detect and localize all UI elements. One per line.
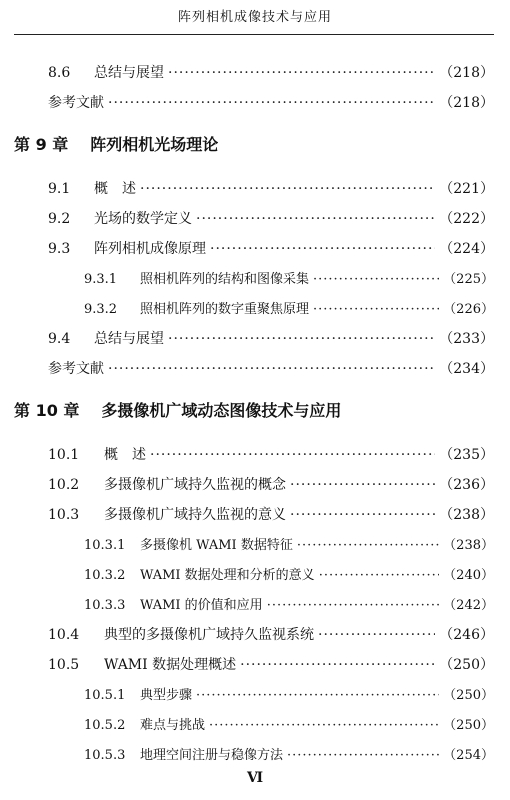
- page-number: （250）: [443, 688, 494, 703]
- page-number: （246）: [439, 627, 494, 643]
- subsection-title: 照相机阵列的结构和图像采集: [140, 272, 310, 287]
- dot-leader: [267, 598, 439, 613]
- subsection-number: 10.3.1: [84, 538, 126, 553]
- section-number: 10.1: [48, 447, 80, 463]
- page-number: （222）: [439, 211, 494, 227]
- subsection-title: 难点与挑战: [140, 718, 206, 733]
- dot-leader: [210, 241, 435, 257]
- section-number: 9.1: [48, 181, 71, 197]
- section-title: 参考文献: [48, 95, 104, 111]
- page-number: （234）: [439, 361, 494, 377]
- page-number: （250）: [439, 657, 494, 673]
- toc-entry[interactable]: [48, 92, 494, 112]
- dot-leader: [168, 331, 435, 347]
- section-title: 总结与展望: [94, 65, 164, 81]
- subsection-number: 10.5.1: [84, 688, 126, 703]
- page-number: （225）: [443, 272, 494, 287]
- toc-entry[interactable]: [48, 62, 494, 82]
- page-number: （226）: [443, 302, 494, 317]
- section-title: 概 述: [104, 447, 146, 463]
- section-number: 9.2: [48, 211, 71, 227]
- toc-entry[interactable]: [48, 654, 494, 674]
- chapter-heading[interactable]: [14, 132, 218, 155]
- page-number: （238）: [443, 538, 494, 553]
- dot-leader: [209, 718, 439, 733]
- dot-leader: [319, 568, 439, 583]
- section-title: 多摄像机广域持久监视的意义: [104, 507, 286, 523]
- toc-subentry[interactable]: [84, 534, 494, 553]
- subsection-number: 10.5.2: [84, 718, 126, 733]
- toc-subentry[interactable]: [84, 684, 494, 703]
- section-number: 9.3: [48, 241, 71, 257]
- dot-leader: [168, 65, 435, 81]
- section-number: 10.3: [48, 507, 80, 523]
- subsection-number: 10.3.2: [84, 568, 126, 583]
- dot-leader: [108, 95, 435, 111]
- dot-leader: [290, 507, 435, 523]
- toc-subentry[interactable]: [84, 714, 494, 733]
- toc-subentry[interactable]: [84, 594, 494, 613]
- subsection-number: 10.5.3: [84, 748, 126, 763]
- toc-entry[interactable]: [48, 238, 494, 258]
- subsection-title: 地理空间注册与稳像方法: [140, 748, 284, 763]
- page-footer-numeral: Ⅵ: [246, 770, 264, 786]
- toc-entry[interactable]: [48, 328, 494, 348]
- section-number: 10.2: [48, 477, 80, 493]
- section-number: 9.4: [48, 331, 71, 347]
- section-title: 典型的多摄像机广域持久监视系统: [104, 627, 314, 643]
- dot-leader: [290, 477, 435, 493]
- dot-leader: [196, 211, 435, 227]
- running-header: 阵列相机成像技术与应用: [177, 10, 332, 25]
- toc-subentry[interactable]: [84, 268, 494, 287]
- chapter-number: 第 10 章: [14, 401, 80, 420]
- toc-subentry[interactable]: [84, 298, 494, 317]
- dot-leader: [297, 538, 439, 553]
- chapter-heading[interactable]: [14, 398, 341, 421]
- toc-subentry[interactable]: [84, 564, 494, 583]
- subsection-number: 10.3.3: [84, 598, 126, 613]
- header-rule: [14, 34, 494, 35]
- page-number: （233）: [439, 331, 494, 347]
- section-title: 光场的数学定义: [94, 211, 192, 227]
- section-title: 参考文献: [48, 361, 104, 377]
- dot-leader: [196, 688, 439, 703]
- page-number: （224）: [439, 241, 494, 257]
- dot-leader: [150, 447, 435, 463]
- subsection-title: 典型步骤: [140, 688, 193, 703]
- page-number: （235）: [439, 447, 494, 463]
- dot-leader: [318, 627, 435, 643]
- dot-leader: [108, 361, 435, 377]
- page-number: （221）: [439, 181, 494, 197]
- toc-entry[interactable]: [48, 208, 494, 228]
- dot-leader: [140, 181, 435, 197]
- section-title: 概 述: [94, 181, 136, 197]
- page-number: （250）: [443, 718, 494, 733]
- subsection-title: 多摄像机 WAMI 数据特征: [140, 538, 293, 553]
- page-number: （242）: [443, 598, 494, 613]
- subsection-number: 9.3.1: [84, 272, 118, 287]
- page-number: （218）: [439, 65, 494, 81]
- dot-leader: [313, 302, 439, 317]
- dot-leader: [287, 748, 439, 763]
- page-number: （254）: [443, 748, 494, 763]
- subsection-number: 9.3.2: [84, 302, 118, 317]
- toc-entry[interactable]: [48, 444, 494, 464]
- toc-entry[interactable]: [48, 624, 494, 644]
- dot-leader: [313, 272, 439, 287]
- toc-entry[interactable]: [48, 178, 494, 198]
- page-number: （240）: [443, 568, 494, 583]
- subsection-title: WAMI 数据处理和分析的意义: [140, 568, 315, 583]
- toc-entry[interactable]: [48, 474, 494, 494]
- toc-entry[interactable]: [48, 358, 494, 378]
- chapter-title: 多摄像机广域动态图像技术与应用: [101, 401, 342, 420]
- subsection-title: WAMI 的价值和应用: [140, 598, 263, 613]
- chapter-number: 第 9 章: [14, 135, 69, 154]
- page-number: （236）: [439, 477, 494, 493]
- subsection-title: 照相机阵列的数字重聚焦原理: [140, 302, 310, 317]
- section-title: 阵列相机成像原理: [94, 241, 206, 257]
- section-title: WAMI 数据处理概述: [104, 657, 237, 673]
- section-number: 10.5: [48, 657, 80, 673]
- page-number: （238）: [439, 507, 494, 523]
- section-number: 8.6: [48, 65, 71, 81]
- page-number: （218）: [439, 95, 494, 111]
- section-title: 总结与展望: [94, 331, 164, 347]
- section-number: 10.4: [48, 627, 80, 643]
- chapter-title: 阵列相机光场理论: [90, 135, 219, 154]
- section-title: 多摄像机广域持久监视的概念: [104, 477, 286, 493]
- dot-leader: [240, 657, 435, 673]
- toc-subentry[interactable]: [84, 744, 494, 763]
- toc-entry[interactable]: [48, 504, 494, 524]
